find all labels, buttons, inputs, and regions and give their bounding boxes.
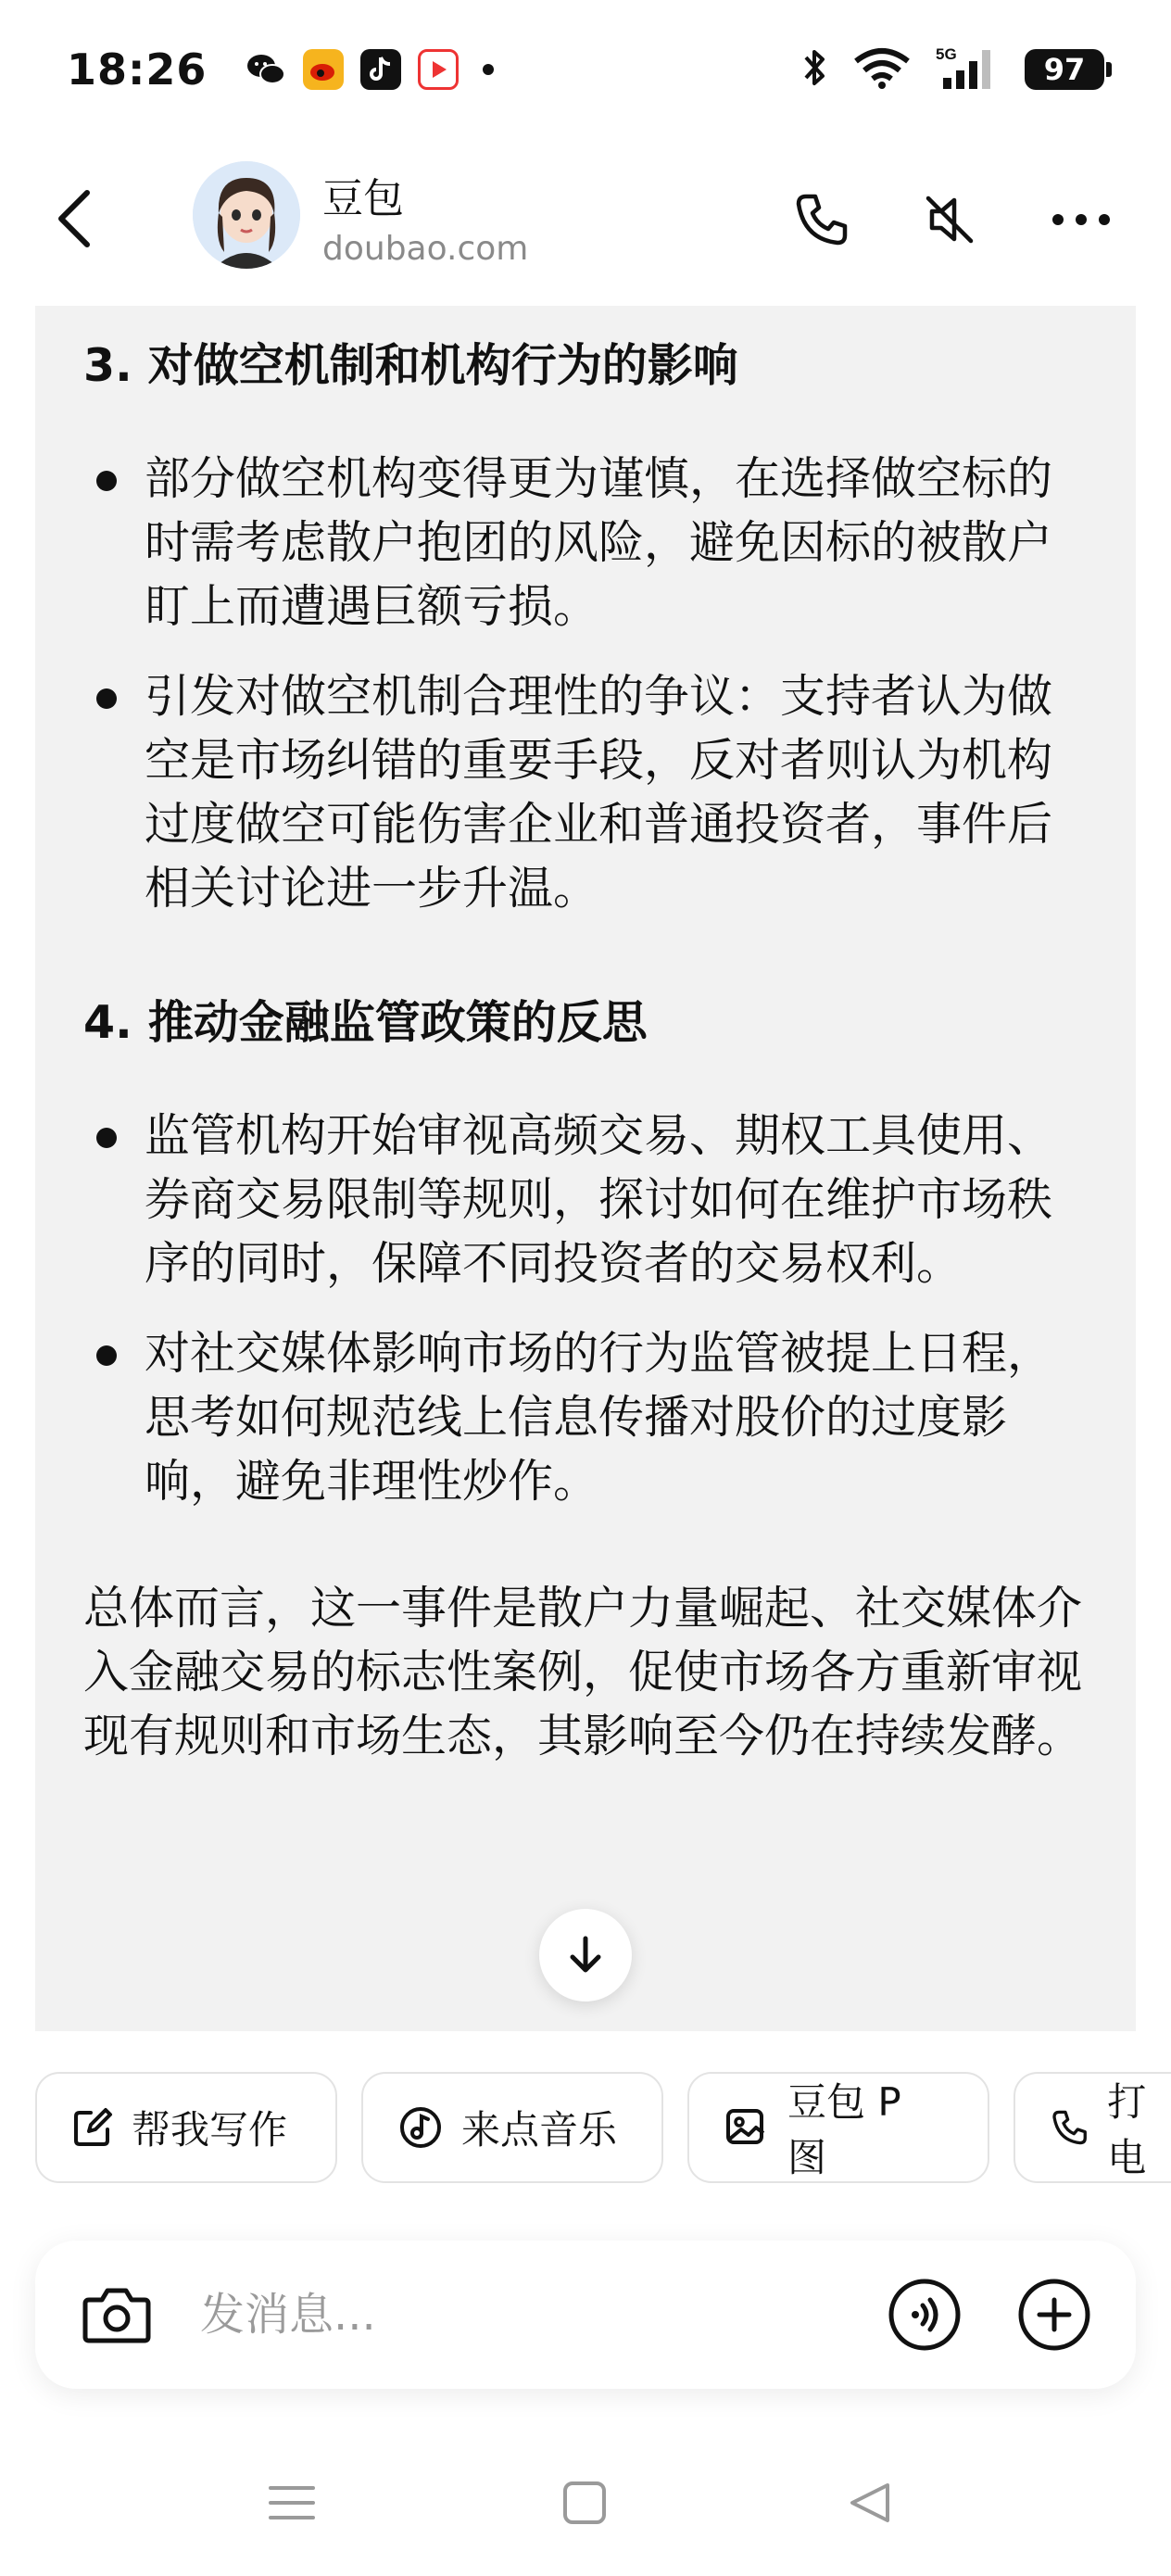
list-item: 对社交媒体影响市场的行为监管被提上日程，思考如何规范线上信息传播对股价的过度影响，避免非理性炒作。 <box>83 1321 1084 1513</box>
voice-wave-icon <box>888 2278 962 2352</box>
back-triangle-icon <box>847 2480 893 2526</box>
menu-icon <box>267 2482 317 2523</box>
svg-text:5G: 5G <box>936 45 957 63</box>
mute-button[interactable] <box>917 187 982 252</box>
video-app-icon <box>418 49 459 90</box>
weibo-icon <box>303 49 344 90</box>
back-button[interactable] <box>46 182 102 256</box>
phone-icon <box>793 191 850 248</box>
quick-action-image-edit[interactable] <box>687 2072 989 2183</box>
wifi-icon <box>852 46 912 93</box>
battery-indicator: 97 <box>1025 49 1104 90</box>
bullet-list <box>83 1104 1121 1513</box>
chevron-left-icon <box>56 189 93 248</box>
speaker-muted-icon <box>921 191 978 248</box>
edit-icon <box>72 2107 113 2148</box>
camera-button[interactable] <box>80 2278 154 2352</box>
quick-action-call[interactable] <box>1014 2072 1171 2183</box>
bluetooth-icon <box>802 46 828 93</box>
more-button[interactable] <box>1049 187 1114 252</box>
status-system-icons <box>802 44 1104 95</box>
call-button[interactable] <box>789 187 854 252</box>
phone-icon <box>1051 2107 1089 2148</box>
message-input-bar <box>35 2241 1136 2389</box>
bot-name: 豆包 <box>322 175 404 222</box>
nav-menu-button[interactable] <box>259 2470 324 2535</box>
music-icon <box>398 2105 443 2150</box>
quick-action-label: 打电 <box>1107 2079 1147 2180</box>
section-heading: 3. 对做空机制和机构行为的影响 <box>83 339 738 392</box>
scroll-to-bottom-button[interactable] <box>539 1909 632 2001</box>
camera-icon <box>82 2285 152 2344</box>
quick-action-label: 来点音乐 <box>461 2107 618 2153</box>
summary-paragraph: 总体而言，这一事件是散户力量崛起、社交媒体介入金融交易的标志性案例，促使市场各方重新审视现有规则和市场生态，其影响至今仍在持续发酵。 <box>83 1582 1083 1762</box>
quick-actions-row <box>35 2072 1171 2183</box>
section-heading: 4. 推动金融监管政策的反思 <box>83 996 648 1049</box>
cellular-signal-icon <box>936 44 1001 95</box>
status-bar <box>0 0 1171 139</box>
quick-action-music[interactable] <box>361 2072 663 2183</box>
plus-circle-icon <box>1017 2278 1091 2352</box>
list-item: 监管机构开始审视高频交易、期权工具使用、券商交易限制等规则，探讨如何在维护市场秩序的同时，保障不同投资者的交易权利。 <box>83 1104 1084 1295</box>
message-input[interactable] <box>200 2281 774 2348</box>
more-horizontal-icon <box>1049 210 1114 229</box>
chat-header <box>0 148 1171 287</box>
list-item: 引发对做空机制合理性的争议：支持者认为做空是市场纠错的重要手段，反对者则认为机构过度做空可能伤害企业和普通投资者，事件后相关讨论进一步升温。 <box>83 664 1084 920</box>
home-square-icon <box>561 2480 608 2526</box>
tiktok-icon <box>360 49 401 90</box>
quick-action-label: 帮我写作 <box>132 2107 288 2153</box>
nav-home-button[interactable] <box>552 2470 617 2535</box>
more-notifications-dot <box>483 64 494 75</box>
status-time: 18:26 <box>67 44 208 95</box>
assistant-message-bubble <box>35 306 1136 2031</box>
voice-input-button[interactable] <box>886 2276 963 2354</box>
system-navigation-bar <box>0 2446 1171 2557</box>
bot-avatar[interactable] <box>193 161 300 269</box>
add-attachment-button[interactable] <box>1015 2276 1093 2354</box>
wechat-icon <box>246 49 286 90</box>
arrow-down-icon <box>567 1935 604 1976</box>
status-notification-icons <box>246 49 494 90</box>
list-item: 部分做空机构变得更为谨慎，在选择做空标的时需考虑散户抱团的风险，避免因标的被散户盯上而遭遇巨额亏损。 <box>83 447 1084 638</box>
nav-back-button[interactable] <box>837 2470 902 2535</box>
bullet-list <box>83 447 1121 920</box>
bot-domain: doubao.com <box>322 230 529 268</box>
quick-action-label: 豆包 P 图 <box>787 2079 901 2180</box>
message-content <box>83 334 1121 1768</box>
image-edit-icon <box>724 2105 769 2150</box>
quick-action-write[interactable] <box>35 2072 337 2183</box>
bot-title-block <box>322 165 528 268</box>
